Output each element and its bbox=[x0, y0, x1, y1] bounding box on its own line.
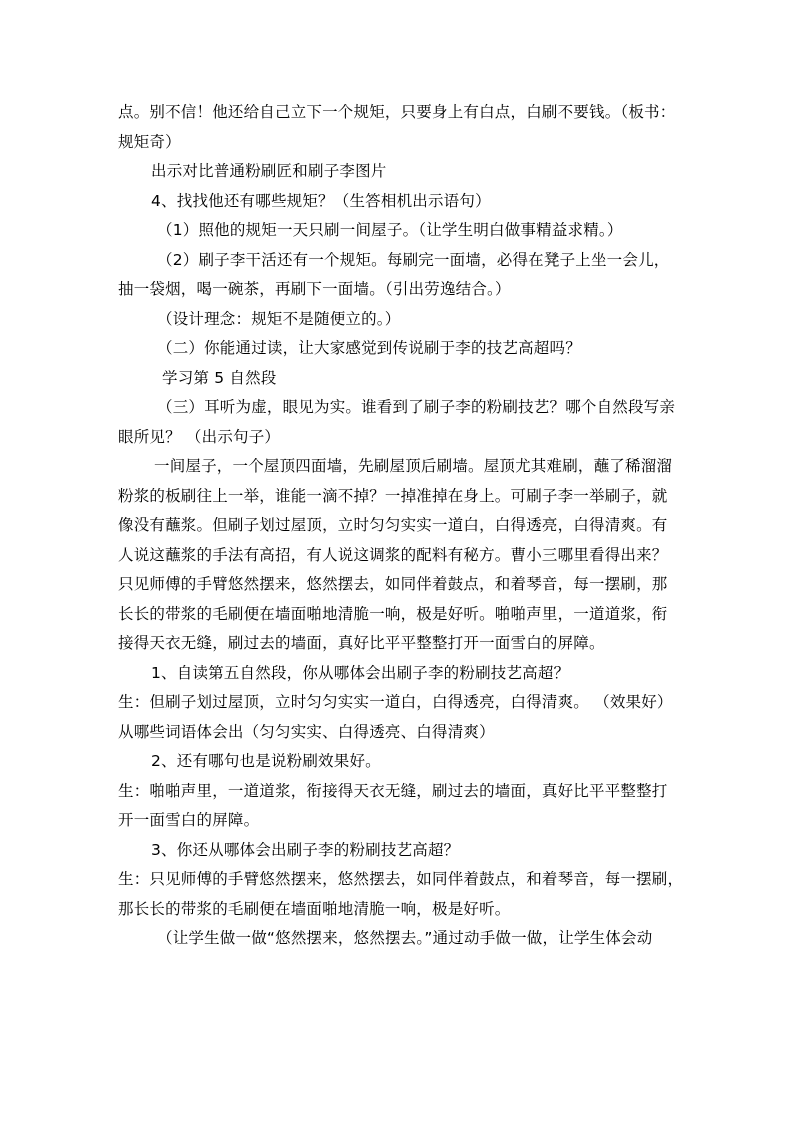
document-body bbox=[118, 98, 684, 954]
paragraph-line: 只见师傅的手臂悠然摆来，悠然摆去，如同伴着鼓点，和着琴音，每一摆刷，那 bbox=[118, 575, 668, 593]
paragraph-line: （三）耳听为虚，眼见为实。谁看到了刷子李的粉刷技艺？哪个自然段写亲 bbox=[157, 398, 676, 416]
paragraph-line: 抽一袋烟，喝一碗茶，再刷下一面墙。（引出劳逸结合。） bbox=[118, 280, 511, 298]
paragraph-line: （让学生做一做“悠然摆来，悠然摆去。”通过动手做一做，让学生体会动 bbox=[157, 929, 653, 947]
paragraph-line: 4、找找他还有哪些规矩？（生答相机出示语句） bbox=[151, 191, 491, 210]
paragraph-line: 眼所见？ （出示句子） bbox=[118, 427, 281, 446]
paragraph-line: （1）照他的规矩一天只刷一间屋子。（让学生明白做事精益求精。） bbox=[157, 221, 623, 239]
paragraph-line: 一间屋子，一个屋顶四面墙，先刷屋顶后刷墙。屋顶尤其难刷，蘸了稀溜溜 bbox=[154, 457, 673, 475]
paragraph-line: （2）刷子李干活还有一个规矩。每刷完一面墙，必得在凳子上坐一会儿， bbox=[157, 250, 670, 269]
paragraph-line: 那长长的带浆的毛刷便在墙面啪地清脆一响，极是好听。 bbox=[118, 899, 511, 918]
paragraph-line: 规矩奇） bbox=[118, 132, 181, 151]
paragraph-line: 学习第 5 自然段 bbox=[162, 368, 277, 387]
paragraph-line: 接得天衣无缝，刷过去的墙面，真好比平平整整打开一面雪白的屏障。 bbox=[118, 634, 605, 652]
paragraph-line: 2、还有哪句也是说粉刷效果好。 bbox=[151, 752, 381, 770]
paragraph-line: 点。别不信！他还给自己立下一个规矩，只要身上有白点，白刷不要钱。（板书： bbox=[118, 103, 676, 121]
paragraph-line: 长长的带浆的毛刷便在墙面啪地清脆一响，极是好听。啪啪声里，一道道浆，衔 bbox=[118, 604, 668, 623]
paragraph-line: 生：但刷子划过屋顶，立时匀匀实实一道白，白得透亮，白得清爽。 （效果好） bbox=[118, 693, 673, 711]
paragraph-line: 3、你还从哪体会出刷子李的粉刷技艺高超？ bbox=[151, 840, 460, 859]
paragraph-line: 生：只见师傅的手臂悠然摆来，悠然摆去，如同伴着鼓点，和着琴音，每一摆刷， bbox=[118, 870, 684, 888]
paragraph-line: （设计理念：规矩不是随便立的。） bbox=[157, 309, 401, 328]
paragraph-line: （二）你能通过读，让大家感觉到传说刷于李的技艺高超吗？ bbox=[157, 339, 581, 357]
paragraph-line: 人说这蘸浆的手法有高招，有人说这调浆的配料有秘方。曹小三哪里看得出来？ bbox=[118, 545, 668, 564]
paragraph-line: 开一面雪白的屏障。 bbox=[118, 811, 260, 829]
paragraph-line: 像没有蘸浆。但刷子划过屋顶，立时匀匀实实一道白，白得透亮，白得清爽。有 bbox=[118, 516, 668, 534]
paragraph-line: 从哪些词语体会出（匀匀实实、白得透亮、白得清爽） bbox=[118, 722, 495, 741]
paragraph-line: 1、自读第五自然段，你从哪体会出刷子李的粉刷技艺高超？ bbox=[151, 663, 570, 682]
paragraph-line: 粉浆的板刷往上一举，谁能一滴不掉？一掉准掉在身上。可刷子李一举刷子，就 bbox=[118, 486, 668, 505]
paragraph-line: 生：啪啪声里，一道道浆，衔接得天衣无缝，刷过去的墙面，真好比平平整整打 bbox=[118, 781, 668, 800]
paragraph-line: 出示对比普通粉刷匠和刷子李图片 bbox=[151, 162, 387, 180]
